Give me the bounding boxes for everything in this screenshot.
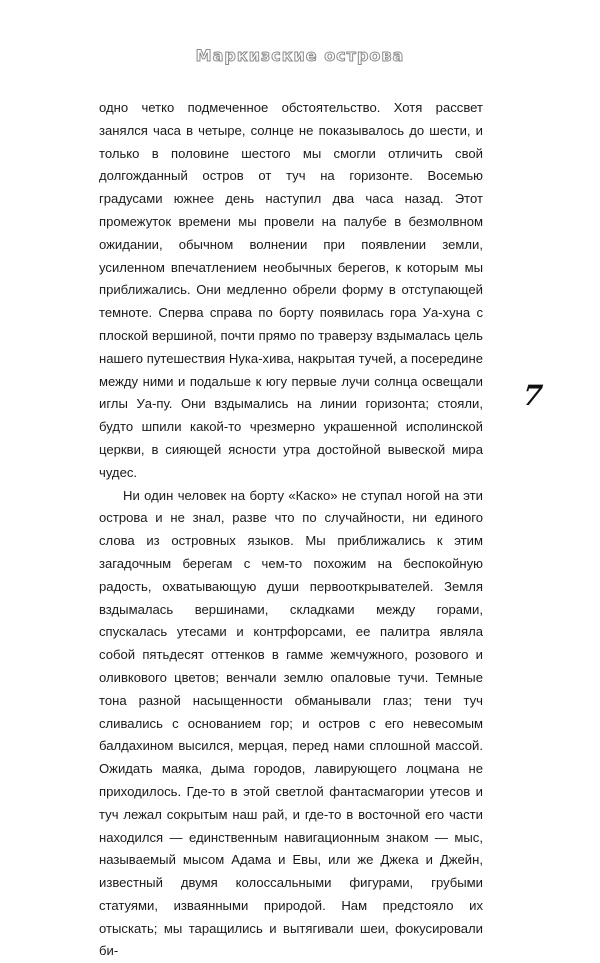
paragraph-1: одно четко подмеченное обстоятельство. Хотя рассвет занялся часа в четыре, солнце не показывалось до шести, и только в половине шестого мы смогли отличить свой долгожданный остров от туч на горизонте. Восемью градусами южнее день наступил два часа назад. Этот промежуток времени мы провели на палубе в безмолвном ожидании, обычном волнении при появлении земли, усиленном впечатлением необычных берегов, к которым мы приближались. Они медленно обрели форму в отступающей темноте. Сперва справа по борту появилась гора Уа-хуна с плоской вершиной, почти прямо по траверзу вздымалась цель нашего путешествия Нука-хива, накрытая тучей, а посередине между ними и подальше к югу первые лучи солнца освещали иглы Уа-пу. Они вздымались на линии горизонта; стояли, будто шпили какой-то чрезмерно украшенной исполинской церкви, в сияющей ясности утра достойной вывеской мира чудес. bbox=[99, 100, 483, 480]
running-head: Маркизские острова bbox=[195, 46, 405, 65]
body-text bbox=[99, 97, 483, 963]
paragraph-2: Ни один человек на борту «Каско» не ступал ногой на эти острова и не знал, разве что по случайности, ни единого слова из островных языков. Мы приближались к этим загадочным берегам с чем-то похожим на беспокойную радость, охватывающую души первооткрывателей. Земля вздымалась вершинами, складками между горами, спускалась утесами и контрфорсами, ее палитра являла собой пятьдесят оттенков в гамме жемчужного, розового и оливкового цветов; венчали землю опаловые тучи. Темные тона разной насыщенности обманывали глаз; тени туч сливались с основанием гор; и остров с его невесомым балдахином высился, мерцая, перед нами сплошной массой. Ожидать маяка, дыма городов, лавирующего лоцмана не приходилось. Где-то в этой светлой фантасмагории утесов и туч лежал сокрытым наш рай, и где-то в восточной его части находился — единственным навигационным знаком — мыс, называемый мысом Адама и Евы, или же Джека и Джейн, известный двумя колоссальными фигурами, грубыми статуями, изваянными природой. Нам предстояло их отыскать; мы таращились и вытягивали шеи, фокусировали би- bbox=[99, 487, 483, 959]
page-number: 7 bbox=[521, 379, 545, 412]
